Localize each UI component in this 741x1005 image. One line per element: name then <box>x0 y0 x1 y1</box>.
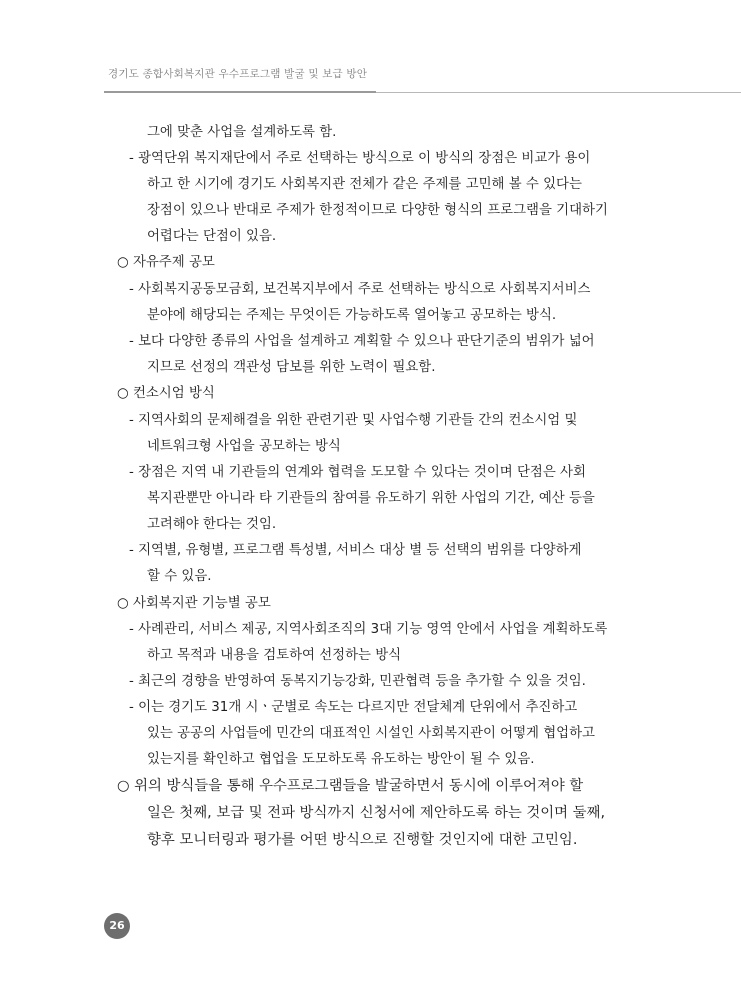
text-line: 할 수 있음. <box>147 569 212 584</box>
text-line: 하고 목적과 내용을 검토하여 선정하는 방식 <box>147 648 402 663</box>
text-line: 복지관뿐만 아니라 타 기관들의 참여를 유도하기 위한 사업의 기간, 예산 등을 <box>147 491 595 506</box>
running-header: 경기도 종합사회복지관 우수프로그램 발굴 및 보급 방안 <box>108 68 368 80</box>
section-heading: ○ 사회복지관 기능별 공모 <box>117 596 271 611</box>
section-heading: ○ 컨소시엄 방식 <box>117 386 215 401</box>
dash-item-line: - 사회복지공동모금회, 보건복지부에서 주로 선택하는 방식으로 사회복지서비스 <box>129 282 591 297</box>
text-line: 고려해야 한다는 것임. <box>147 517 277 532</box>
dash-item-line: - 사례관리, 서비스 제공, 지역사회조직의 3대 기능 영역 안에서 사업을 계획하도록 <box>129 622 608 637</box>
section-heading: ○ 위의 방식들을 통해 우수프로그램들을 발굴하면서 동시에 이루어져야 할 <box>117 778 584 794</box>
text-line: 네트워크형 사업을 공모하는 방식 <box>147 439 341 454</box>
page-number-badge: 26 <box>104 913 130 939</box>
text-line: 지므로 선정의 객관성 담보를 위한 노력이 필요함. <box>147 360 436 375</box>
header-rule-extension <box>376 92 741 93</box>
text-line: 장점이 있으나 반대로 주제가 한정적이므로 다양한 형식의 프로그램을 기대하기 <box>147 203 608 218</box>
dash-item-line: - 최근의 경향을 반영하여 동복지기능강화, 민관협력 등을 추가할 수 있을 것임. <box>129 674 586 689</box>
text-line: 향후 모니터링과 평가를 어떤 방식으로 진행할 것인지에 대한 고민임. <box>147 832 578 848</box>
text-line: 분야에 해당되는 주제는 무엇이든 가능하도록 열어놓고 공모하는 방식. <box>147 308 557 323</box>
header-rule <box>104 91 376 93</box>
text-line: 있는 공공의 사업들에 민간의 대표적인 시설인 사회복지관이 어떻게 협업하고 <box>147 726 595 741</box>
dash-item-line: - 광역단위 복지재단에서 주로 선택하는 방식으로 이 방식의 장점은 비교가 용이 <box>129 151 591 166</box>
dash-item-line: - 지역사회의 문제해결을 위한 관련기관 및 사업수행 기관들 간의 컨소시엄 및 <box>129 413 578 428</box>
text-line: 하고 한 시기에 경기도 사회복지관 전체가 같은 주제를 고민해 볼 수 있다는 <box>147 177 582 192</box>
text-line: 일은 첫째, 보급 및 전파 방식까지 신청서에 제안하도록 하는 것이며 둘째, <box>147 805 606 821</box>
dash-item-line: - 장점은 지역 내 기관들의 연계와 협력을 도모할 수 있다는 것이며 단점은 사회 <box>129 465 586 480</box>
dash-item-line: - 이는 경기도 31개 시ㆍ군별로 속도는 다르지만 전달체계 단위에서 추진하고 <box>129 700 578 715</box>
section-heading: ○ 자유주제 공모 <box>117 255 215 270</box>
dash-item-line: - 지역별, 유형별, 프로그램 특성별, 서비스 대상 별 등 선택의 범위를 다양하게 <box>129 543 582 558</box>
text-line: 어렵다는 단점이 있음. <box>147 229 277 244</box>
dash-item-line: - 보다 다양한 종류의 사업을 설계하고 계획할 수 있으나 판단기준의 범위가 넓어 <box>129 334 595 349</box>
text-line: 있는지를 확인하고 협업을 도모하도록 유도하는 방안이 될 수 있음. <box>147 752 535 767</box>
text-line: 그에 맞춘 사업을 설계하도록 함. <box>147 125 337 140</box>
